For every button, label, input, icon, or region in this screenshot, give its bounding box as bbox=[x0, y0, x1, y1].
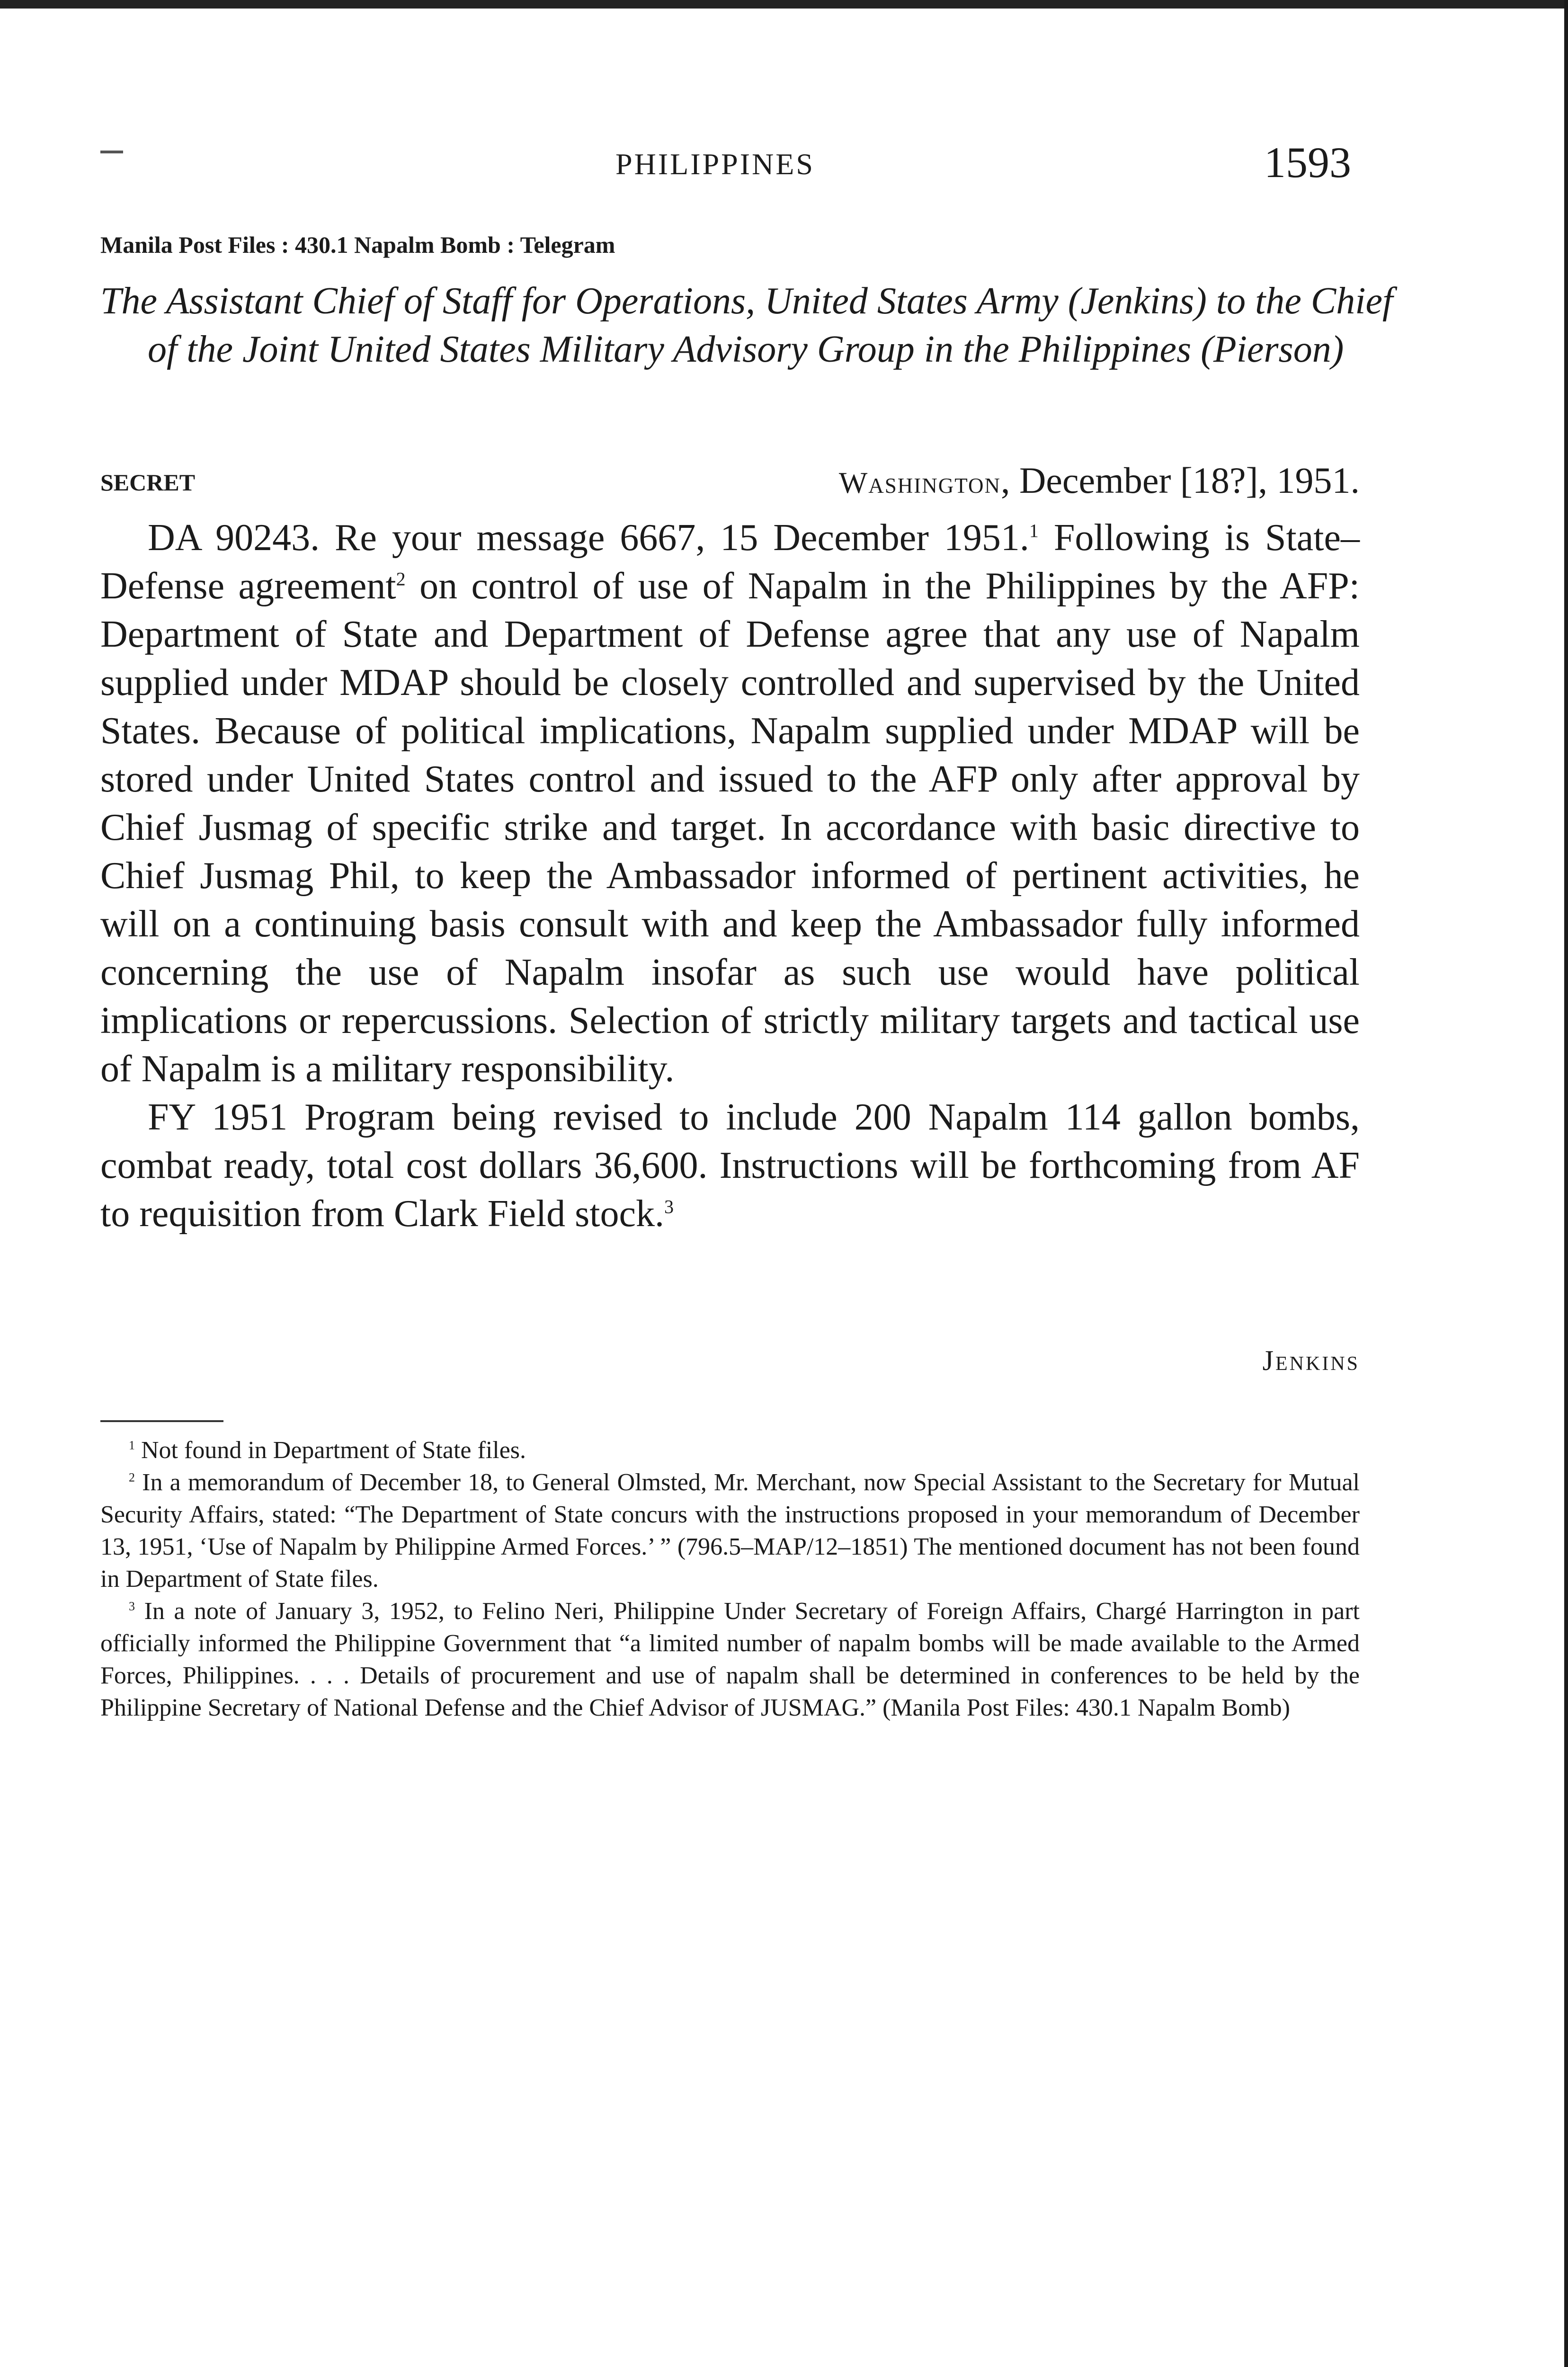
paragraph-text: Following is State–Defense agreement bbox=[100, 517, 1360, 607]
footnote-divider bbox=[100, 1420, 223, 1422]
paragraph-text: DA 90243. Re your message 6667, 15 December 1951. bbox=[148, 517, 1029, 559]
footnotes bbox=[100, 1434, 1360, 1724]
margin-mark bbox=[100, 151, 123, 153]
document-title: The Assistant Chief of Staff for Operations, United States Army (Jenkins) to the Chief of the Joint United States Military Advisory Group in the Philippines (Pierson) bbox=[100, 280, 1393, 370]
footnote-2 bbox=[100, 1467, 1360, 1595]
classification-label: SECRET bbox=[100, 469, 196, 496]
footnote-ref-2[interactable]: 2 bbox=[396, 568, 406, 590]
running-head-title: PHILIPPINES bbox=[615, 147, 815, 181]
footnote-mark: 1 bbox=[129, 1438, 135, 1452]
dateline-place: Washington bbox=[838, 466, 1001, 499]
right-scan-border bbox=[1564, 0, 1568, 2367]
footnote-ref-3[interactable]: 3 bbox=[664, 1196, 674, 1218]
dateline-date: , December [18?], 1951. bbox=[1000, 460, 1360, 501]
footnote-text: In a note of January 3, 1952, to Felino Neri, Philippine Under Secretary of Foreign Affairs, Chargé Harrington in part officially informed the Philippine Government that “a limited number of napalm bombs will be made available to the Armed Forces, Philippines. . . . Details of procurement and use of napalm shall be determined in conferences to be held by the Philippine Secretary of National Defense and the Chief Advisor of JUSMAG.” (Manila Post Files: 430.1 Napalm Bomb) bbox=[100, 1598, 1360, 1721]
paragraph-text: FY 1951 Program being revised to include 200 Napalm 114 gallon bombs, combat ready, total cost dollars 36,600. Instructions will be forthcoming from AF to requisition from Clark Field stock. bbox=[100, 1096, 1360, 1235]
footnote-1 bbox=[100, 1434, 1360, 1467]
footnote-text: In a memorandum of December 18, to General Olmsted, Mr. Merchant, now Special Assistant to the Secretary for Mutual Security Affairs, stated: “The Department of State concurs with the instructions proposed in your memorandum of December 13, 1951, ‘Use of Napalm by Philippine Armed Forces.’ ” (796.5–MAP/12–1851) The mentioned document has not been found in Department of State files. bbox=[100, 1469, 1360, 1593]
footnote-mark: 3 bbox=[129, 1599, 135, 1613]
page-number: 1593 bbox=[1264, 138, 1351, 187]
dateline bbox=[839, 459, 1360, 502]
footnote-ref-1[interactable]: 1 bbox=[1029, 520, 1039, 542]
footnote-3 bbox=[100, 1595, 1360, 1724]
top-scan-border bbox=[0, 0, 1568, 9]
body-paragraph-1 bbox=[100, 514, 1360, 1093]
footnote-mark: 2 bbox=[129, 1470, 135, 1485]
body-paragraph-2 bbox=[100, 1093, 1360, 1238]
signature: Jenkins bbox=[1262, 1345, 1360, 1376]
footnote-text: Not found in Department of State files. bbox=[135, 1437, 526, 1464]
source-line: Manila Post Files : 430.1 Napalm Bomb : Telegram bbox=[100, 231, 615, 258]
paragraph-text: on control of use of Napalm in the Philippines by the AFP: Department of State and Department of Defense agree that any use of Napalm supplied under MDAP should be closely controlled and supervised by the United States. Because of political implications, Napalm supplied under MDAP will be stored under United States control and issued to the AFP only after approval by Chief Jusmag of specific strike and target. In accordance with basic directive to Chief Jusmag Phil, to keep the Ambassador informed of pertinent activities, he will on a continuing basis consult with and keep the Ambassador fully informed concerning the use of Napalm insofar as such use would have political implications or repercussions. Selection of strictly military targets and tactical use of Napalm is a military responsibility. bbox=[100, 565, 1360, 1090]
telegram-body bbox=[100, 514, 1360, 1238]
